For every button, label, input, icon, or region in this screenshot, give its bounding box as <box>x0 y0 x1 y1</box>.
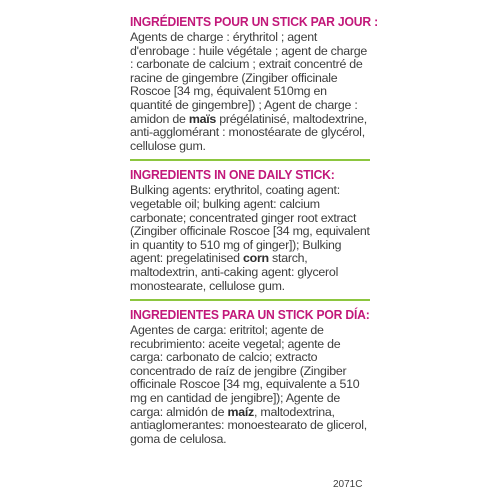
section-english <box>130 167 370 293</box>
product-code: 2071C <box>333 479 363 490</box>
allergen-highlight: maíz <box>227 404 254 419</box>
ingredients-label <box>130 14 378 446</box>
section-french <box>130 14 378 153</box>
allergen-highlight: maïs <box>188 111 217 126</box>
ingredients-text <box>130 324 370 446</box>
ingredients-text-part: prégélatinisé, maltodextrine, anti-agglomérant : monostéarate de glycérol, cellulose gum. <box>130 111 367 153</box>
ingredients-text-part: Agents de charge : érythritol ; agent d'enrobage : huile végétale ; agent de charge : carbonate de calcium ; extrait concentré de racine de gingembre (Zingiber officinale Roscoe [34 mg, équivalent 510mg en quantité de gingembre]) ; Agent de charge : amidon de <box>130 30 368 126</box>
section-heading: INGRÉDIENTS POUR UN STICK PAR JOUR : <box>130 14 378 29</box>
section-divider <box>130 159 370 161</box>
ingredients-text <box>130 184 370 293</box>
ingredients-text-part: , maltodextrina, antiaglomerantes: monoestearato de glicerol, goma de celulosa. <box>130 404 367 446</box>
ingredients-text-part: Bulking agents: erythritol, coating agent: vegetable oil; bulking agent: calcium carbonate; concentrated ginger root extract (Zingiber officinale Roscoe [34 mg, equivalent in quantity to 510 mg of ginger]); Bulking agent: pregelatinised <box>130 183 370 266</box>
section-divider <box>130 299 370 301</box>
ingredients-text-part: Agentes de carga: eritritol; agente de recubrimiento: aceite vegetal; agente de carga: carbonato de calcio; extracto concentrado de raíz de jengibre (Zingiber officinale Roscoe [34 mg, equivalente a 510 mg en cantidad de jengibre]); Agente de carga: almidón de <box>130 323 360 419</box>
ingredients-text-part: starch, maltodextrin, anti-caking agent: glycerol monostearate, cellulose gum. <box>130 251 339 293</box>
section-spanish <box>130 307 370 446</box>
allergen-highlight: corn <box>243 251 269 266</box>
ingredients-text <box>130 31 370 153</box>
section-heading: INGREDIENTS IN ONE DAILY STICK: <box>130 167 335 183</box>
section-heading: INGREDIENTES PARA UN STICK POR DÍA: <box>130 307 370 323</box>
